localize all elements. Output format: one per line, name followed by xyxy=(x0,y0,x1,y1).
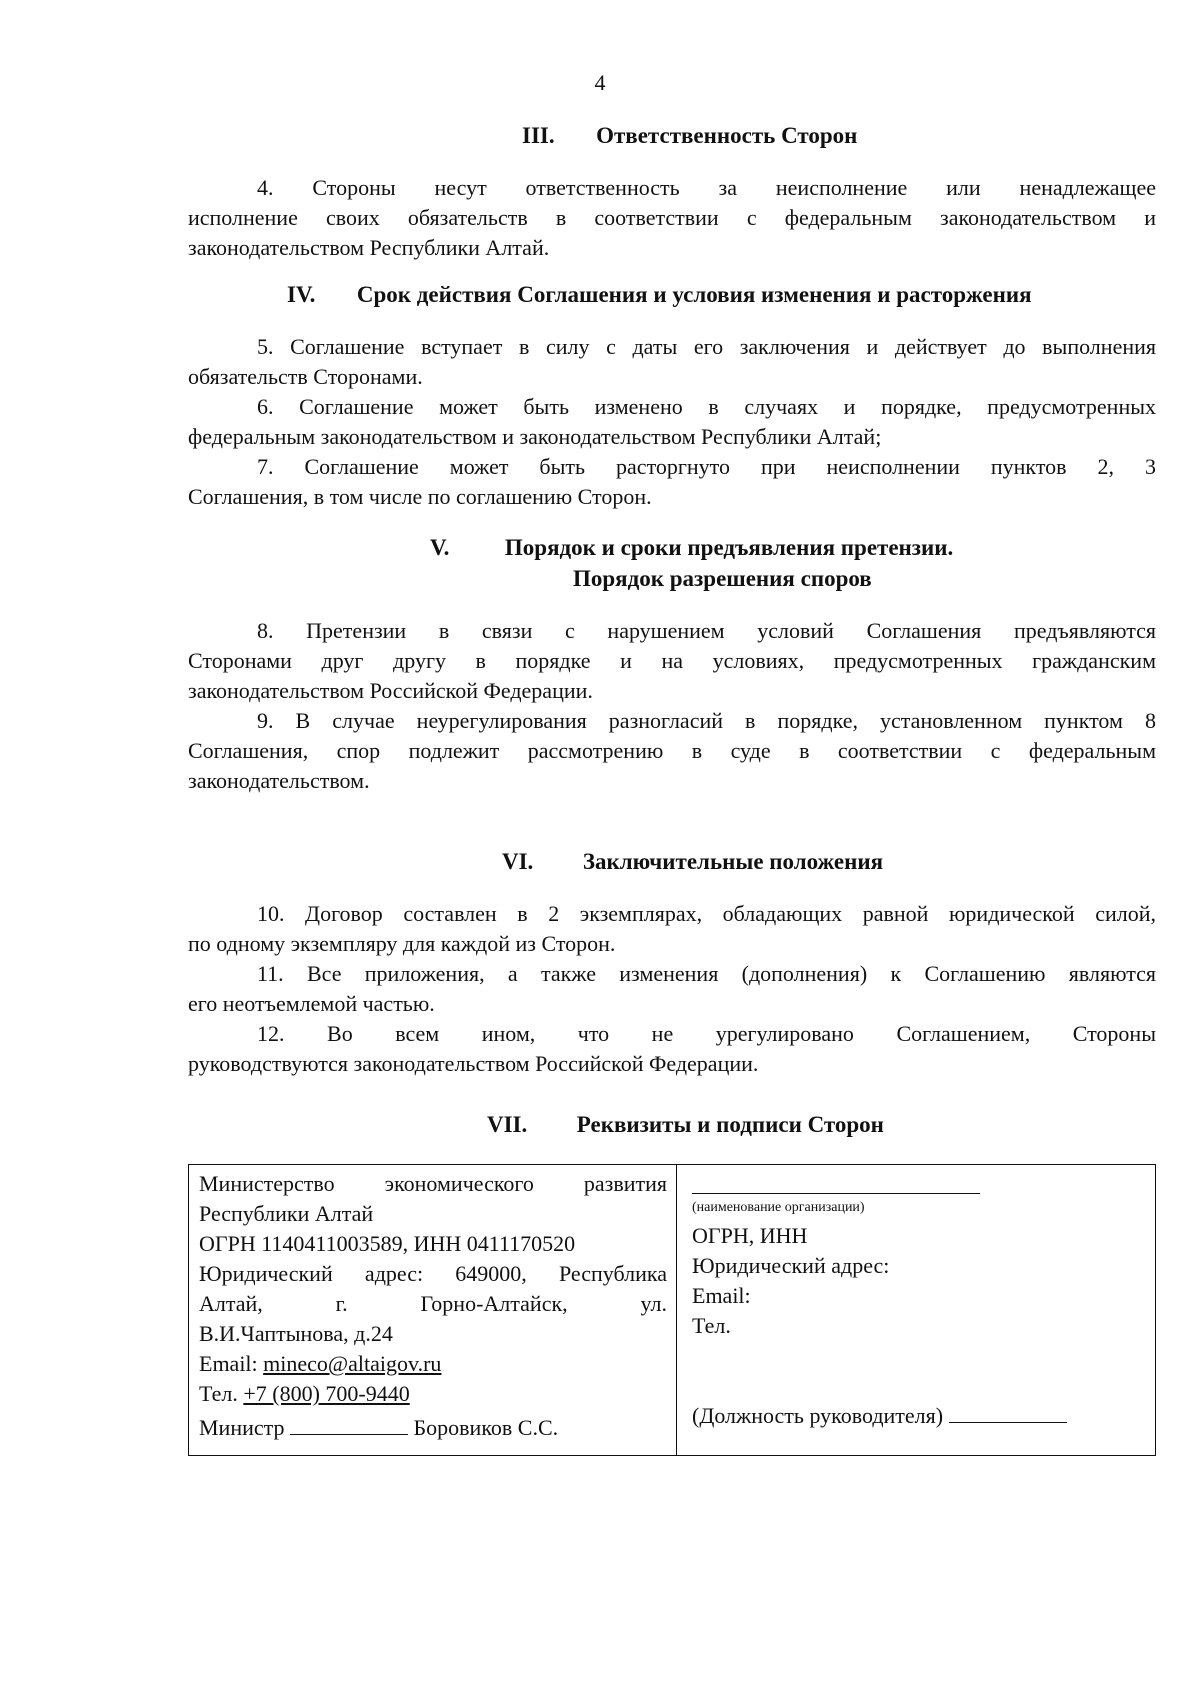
p9-line-2: Соглашения, спор подлежит рассмотрению в суде в соответствии с федеральным xyxy=(188,738,1156,763)
p7-line-2: Соглашения, в том числе по соглашению Сторон. xyxy=(188,484,652,509)
p10-line-1: 10. Договор составлен в 2 экземплярах, обладающих равной юридической силой, xyxy=(257,901,1156,926)
right-signature-line xyxy=(949,1402,1067,1423)
left-email-link[interactable]: mineco@altaigov.ru xyxy=(263,1351,442,1376)
p4-line-2: исполнение своих обязательств в соответствии с федеральным законодательством и xyxy=(188,205,1156,230)
right-phone: Тел. xyxy=(692,1313,731,1338)
section-3-number: III. xyxy=(522,123,555,148)
left-address-line-2: Алтай, г. Горно-Алтайск, ул. xyxy=(199,1291,667,1316)
section-5-title-2: Порядок разрешения споров xyxy=(573,566,872,591)
p6-line-2: федеральным законодательством и законодательством Республики Алтай; xyxy=(188,424,882,449)
p7-line-1: 7. Соглашение может быть расторгнуто при неисполнении пунктов 2, 3 xyxy=(257,454,1156,479)
section-6-number: VI. xyxy=(502,849,534,874)
p8-line-2: Сторонами друг другу в порядке и на условиях, предусмотренных гражданским xyxy=(188,648,1156,673)
left-org-line-2: Республики Алтай xyxy=(199,1201,374,1226)
p8-line-3: законодательством Российской Федерации. xyxy=(188,678,593,703)
section-4-number: IV. xyxy=(287,282,316,307)
p4-line-3: законодательством Республики Алтай. xyxy=(188,235,550,260)
left-signature-row xyxy=(199,1413,558,1443)
section-3-title: Ответственность Сторон xyxy=(596,123,858,148)
section-7-heading xyxy=(487,1112,884,1138)
p9-line-1: 9. В случае неурегулирования разногласий в порядке, установленном пунктом 8 xyxy=(257,708,1156,733)
p5-line-2: обязательств Сторонами. xyxy=(188,364,423,389)
section-4-title: Срок действия Соглашения и условия изменения и расторжения xyxy=(356,282,1032,307)
section-7-number: VII. xyxy=(487,1112,528,1137)
requisites-table xyxy=(188,1164,1156,1456)
left-email-row xyxy=(199,1349,441,1379)
right-sign-title: (Должность руководителя) xyxy=(692,1403,944,1428)
p10-line-2: по одному экземпляру для каждой из Сторон. xyxy=(188,931,616,956)
left-address-line-3: В.И.Чаптынова, д.24 xyxy=(199,1321,393,1346)
left-sign-title: Министр xyxy=(199,1415,285,1440)
right-address: Юридический адрес: xyxy=(692,1253,890,1278)
right-org-caption: (наименование организации) xyxy=(692,1200,865,1215)
left-ogrn: ОГРН 1140411003589, ИНН 0411170520 xyxy=(199,1231,576,1256)
left-signature-line xyxy=(290,1414,408,1435)
left-phone-link[interactable]: +7 (800) 700-9440 xyxy=(243,1381,410,1406)
section-5-number: V. xyxy=(430,535,450,560)
p8-line-1: 8. Претензии в связи с нарушением условий Соглашения предъявляются xyxy=(257,618,1156,643)
section-6-heading xyxy=(502,849,883,875)
right-ogrn: ОГРН, ИНН xyxy=(692,1223,808,1248)
section-5-title-1: Порядок и сроки предъявления претензии. xyxy=(504,535,954,560)
p4-line-1: 4. Стороны несут ответственность за неисполнение или ненадлежащее xyxy=(257,175,1156,200)
p11-line-1: 11. Все приложения, а также изменения (дополнения) к Соглашению являются xyxy=(257,961,1156,986)
p11-line-2: его неотъемлемой частью. xyxy=(188,991,435,1016)
left-sign-name: Боровиков С.С. xyxy=(413,1415,559,1440)
table-divider xyxy=(676,1165,677,1455)
left-email-label: Email: xyxy=(199,1351,264,1376)
left-org-line-1: Министерство экономического развития xyxy=(199,1171,667,1196)
left-address-line-1: Юридический адрес: 649000, Республика xyxy=(199,1261,667,1286)
section-7-title: Реквизиты и подписи Сторон xyxy=(576,1112,884,1137)
p12-line-1: 12. Во всем ином, что не урегулировано Соглашением, Стороны xyxy=(257,1021,1156,1046)
section-4-heading xyxy=(287,282,1032,308)
left-phone-row xyxy=(199,1379,410,1409)
left-phone-label: Тел. xyxy=(199,1381,244,1406)
p5-line-1: 5. Соглашение вступает в силу с даты его заключения и действует до выполнения xyxy=(257,334,1156,359)
p6-line-1: 6. Соглашение может быть изменено в случаях и порядке, предусмотренных xyxy=(257,394,1156,419)
right-org-name-line xyxy=(692,1193,980,1194)
section-6-title: Заключительные положения xyxy=(582,849,884,874)
section-3-heading xyxy=(522,123,857,149)
p12-line-2: руководствуются законодательством Российской Федерации. xyxy=(188,1051,759,1076)
page-number: 4 xyxy=(594,70,606,95)
right-signature-row xyxy=(692,1401,1067,1431)
right-email: Email: xyxy=(692,1283,751,1308)
section-5-heading xyxy=(430,535,953,561)
p9-line-3: законодательством. xyxy=(188,768,370,793)
